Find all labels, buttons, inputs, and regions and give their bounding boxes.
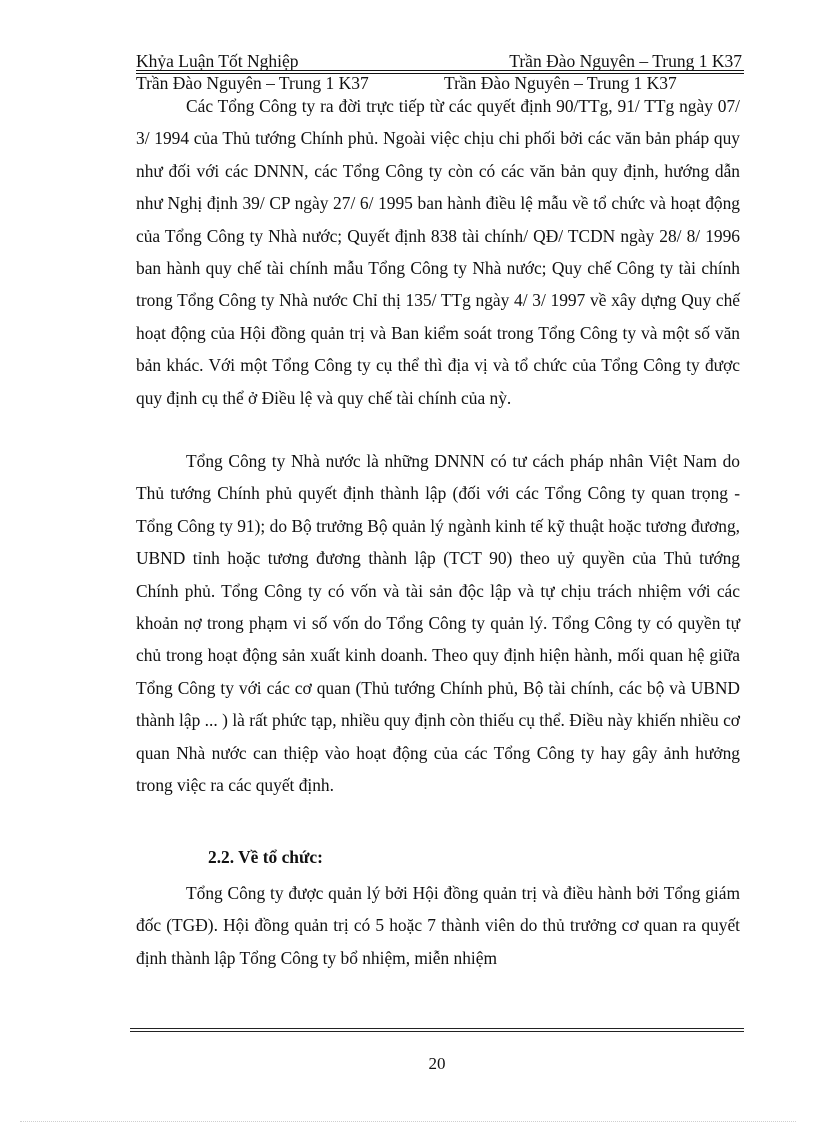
paragraph-text: Các Tổng Công ty ra đời trực tiếp từ các quyết định 90/TTg, 91/ TTg ngày 07/ 3/ 1994 của Thủ tướng Chính phủ. Ngoài việc chịu chi phối bởi các văn bản pháp quy như đối với các DNNN, các Tổng Công ty còn có các văn bản quy định, hướng dẫn như Nghị định 39/ CP ngày 27/ 6/ 1995 ban hành điều lệ mẫu về tổ chức và hoạt động của Tổng Công ty Nhà nước; Quyết định 838 tài chính/ QĐ/ TCDN ngày 28/ 8/ 1996 ban hành quy chế tài chính mẫu Tổng Công ty Nhà nước; Quy chế Công ty tài chính trong Tổng Công ty Nhà nước Chỉ thị 135/ TTg ngày 4/ 3/ 1997 về xây dựng Quy chế hoạt động của Hội đồng quản trị và Ban kiểm soát trong Tổng Công ty và một số văn bản khác. Với một Tổng Công ty cụ thể thì địa vị và tổ chức của Tổng Công ty được quy định cụ thể ở Điều lệ và quy chế tài chính của nỳ. <box>136 96 740 408</box>
paragraph-text: Tổng Công ty Nhà nước là những DNNN có tư cách pháp nhân Việt Nam do Thủ tướng Chính phủ quyết định thành lập (đối với các Tổng Công ty quan trọng - Tổng Công ty 91); do Bộ trưởng Bộ quản lý ngành kinh tế kỹ thuật hoặc tương đương, UBND tỉnh hoặc tương đương thành lập (TCT 90) theo uỷ quyền của Thủ tướng Chính phủ. Tổng Công ty có vốn và tài sản độc lập và tự chịu trách nhiệm với các khoản nợ trong phạm vi số vốn do Tổng Công ty quản lý. Tổng Công ty có quyền tự chủ trong hoạt động sản xuất kinh doanh. Theo quy định hiện hành, mối quan hệ giữa Tổng Công ty với các cơ quan (Thủ tướng Chính phủ, Bộ tài chính, các bộ và UBND thành lập ... ) là rất phức tạp, nhiều quy định còn thiếu cụ thể. Điều này khiến nhiều cơ quan Nhà nước can thiệp vào hoạt động của các Tổng Công ty hay gây ảnh hưởng trong việc ra các quyết định. <box>136 451 740 796</box>
footer-rule-bottom <box>130 1031 744 1032</box>
body-paragraph-2 <box>136 445 740 801</box>
header-author-repeat-left: Trần Đào Nguyên – Trung 1 K37 <box>136 73 369 93</box>
page-edge-divider <box>20 1121 796 1122</box>
body-paragraph-3 <box>136 877 740 974</box>
header-author-repeat-mid: Trần Đào Nguyên – Trung 1 K37 <box>444 73 677 93</box>
paragraph-text: Tổng Công ty được quản lý bởi Hội đồng quản trị và điều hành bởi Tổng giám đốc (TGĐ). Hội đồng quản trị có 5 hoặc 7 thành viên do thủ trưởng cơ quan ra quyết định thành lập Tổng Công ty bổ nhiệm, miễn nhiệm <box>136 883 740 968</box>
running-header <box>136 51 742 71</box>
section-heading: 2.2. Về tổ chức: <box>208 847 323 867</box>
page-number: 20 <box>428 1054 446 1073</box>
body-paragraph-1 <box>136 90 740 414</box>
header-rule-top <box>136 70 744 71</box>
header-thesis-title: Khỷa Luận Tốt Nghiệp <box>136 51 299 71</box>
header-author: Trần Đào Nguyên – Trung 1 K37 <box>509 51 742 71</box>
footer-rule-top <box>130 1028 744 1029</box>
